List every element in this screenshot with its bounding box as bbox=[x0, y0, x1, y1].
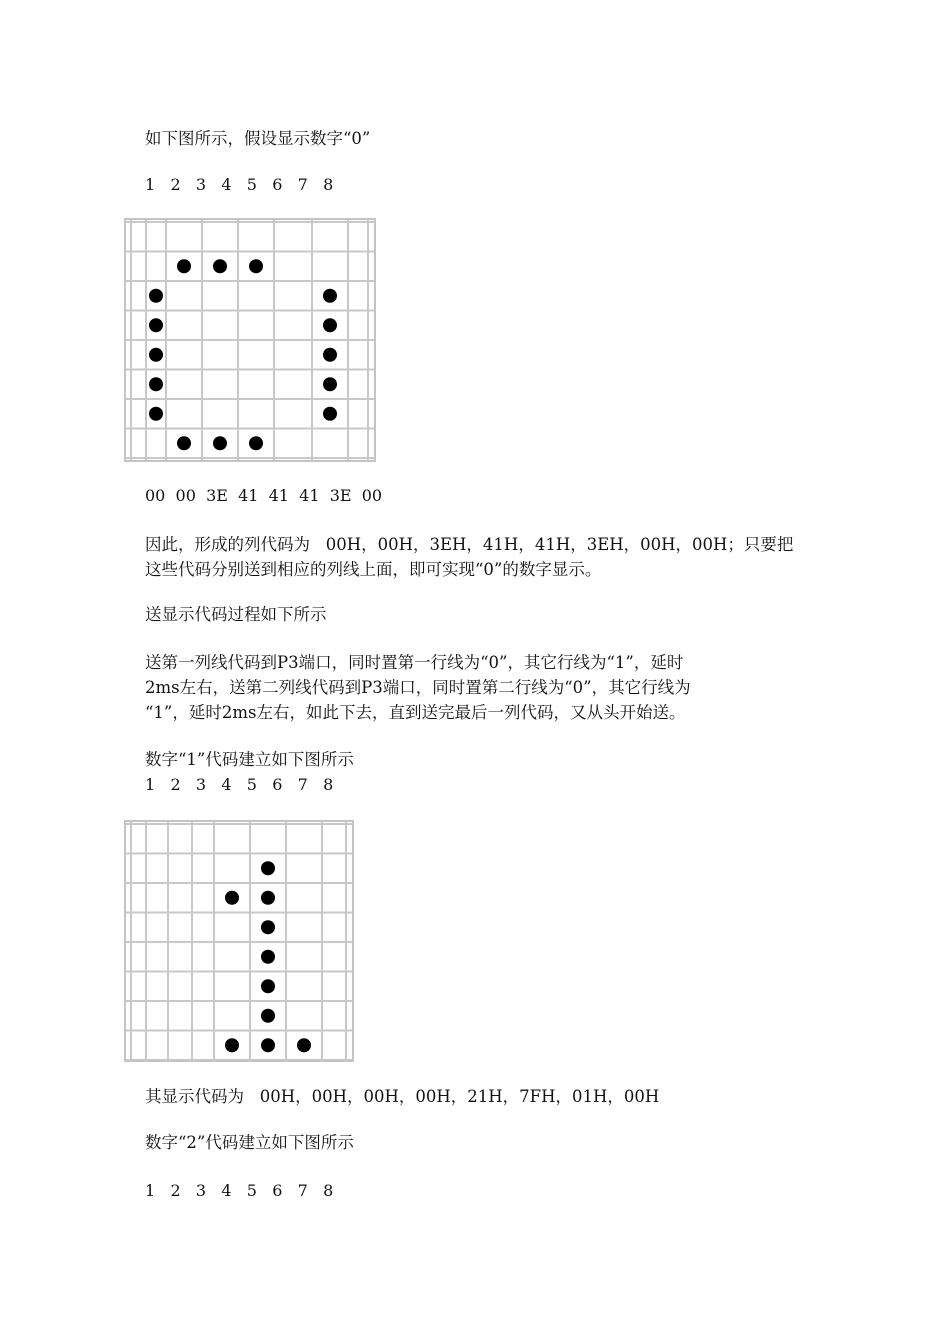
matrix-dot bbox=[213, 436, 227, 450]
matrix-dot bbox=[261, 1038, 275, 1052]
matrix-dot bbox=[149, 407, 163, 421]
matrix-dot bbox=[149, 377, 163, 391]
matrix-dot bbox=[323, 407, 337, 421]
matrix-dot bbox=[213, 259, 227, 273]
matrix-dot bbox=[261, 920, 275, 934]
matrix-dot bbox=[261, 950, 275, 964]
column-numbers-2: 1 2 3 4 5 6 7 8 bbox=[145, 775, 334, 794]
digit-1-title: 数字“1”代码建立如下图所示 bbox=[145, 750, 354, 769]
dot-matrix-digit-1 bbox=[124, 820, 354, 1062]
dot-matrix-digit-1-svg bbox=[126, 822, 352, 1060]
digit-1-code-text: 其显示代码为 00H，00H，00H，00H，21H，7FH，01H，00H bbox=[145, 1087, 660, 1106]
matrix-dot bbox=[323, 289, 337, 303]
matrix-dot bbox=[225, 891, 239, 905]
paragraph-1-line-2: 这些代码分别送到相应的列线上面，即可实现“0”的数字显示。 bbox=[145, 560, 602, 579]
paragraph-2-line-2: 2ms左右，送第二列线代码到P3端口，同时置第二行线为“0”，其它行线为 bbox=[145, 678, 691, 697]
column-numbers-1: 1 2 3 4 5 6 7 8 bbox=[145, 175, 334, 194]
column-numbers-3: 1 2 3 4 5 6 7 8 bbox=[145, 1181, 334, 1200]
dot-matrix-digit-0-svg bbox=[126, 220, 374, 460]
matrix-dot bbox=[225, 1038, 239, 1052]
matrix-dot bbox=[261, 891, 275, 905]
matrix-dot bbox=[323, 377, 337, 391]
matrix-dot bbox=[149, 348, 163, 362]
paragraph-1-line-1: 因此，形成的列代码为 00H，00H，3EH，41H，41H，3EH，00H，00H；只要把 bbox=[145, 535, 794, 554]
matrix-dot bbox=[261, 979, 275, 993]
dot-matrix-digit-0 bbox=[124, 218, 376, 462]
paragraph-2-line-3: “1”，延时2ms左右，如此下去，直到送完最后一列代码，又从头开始送。 bbox=[145, 703, 686, 722]
matrix-dot bbox=[323, 318, 337, 332]
matrix-dot bbox=[177, 436, 191, 450]
matrix-dot bbox=[323, 348, 337, 362]
matrix-dot bbox=[261, 861, 275, 875]
matrix-dot bbox=[177, 259, 191, 273]
digit-2-title: 数字“2”代码建立如下图所示 bbox=[145, 1133, 354, 1152]
matrix-dot bbox=[149, 318, 163, 332]
matrix-dot bbox=[149, 289, 163, 303]
send-process-title: 送显示代码过程如下所示 bbox=[145, 605, 327, 624]
matrix-dot bbox=[261, 1009, 275, 1023]
matrix-dot bbox=[249, 436, 263, 450]
paragraph-2-line-1: 送第一列线代码到P3端口，同时置第一行线为“0”，其它行线为“1”，延时 bbox=[145, 653, 684, 672]
intro-text: 如下图所示，假设显示数字“0” bbox=[145, 129, 371, 148]
matrix-dot bbox=[297, 1038, 311, 1052]
matrix-dot bbox=[249, 259, 263, 273]
hex-code-row: 00 00 3E 41 41 41 3E 00 bbox=[145, 486, 383, 505]
